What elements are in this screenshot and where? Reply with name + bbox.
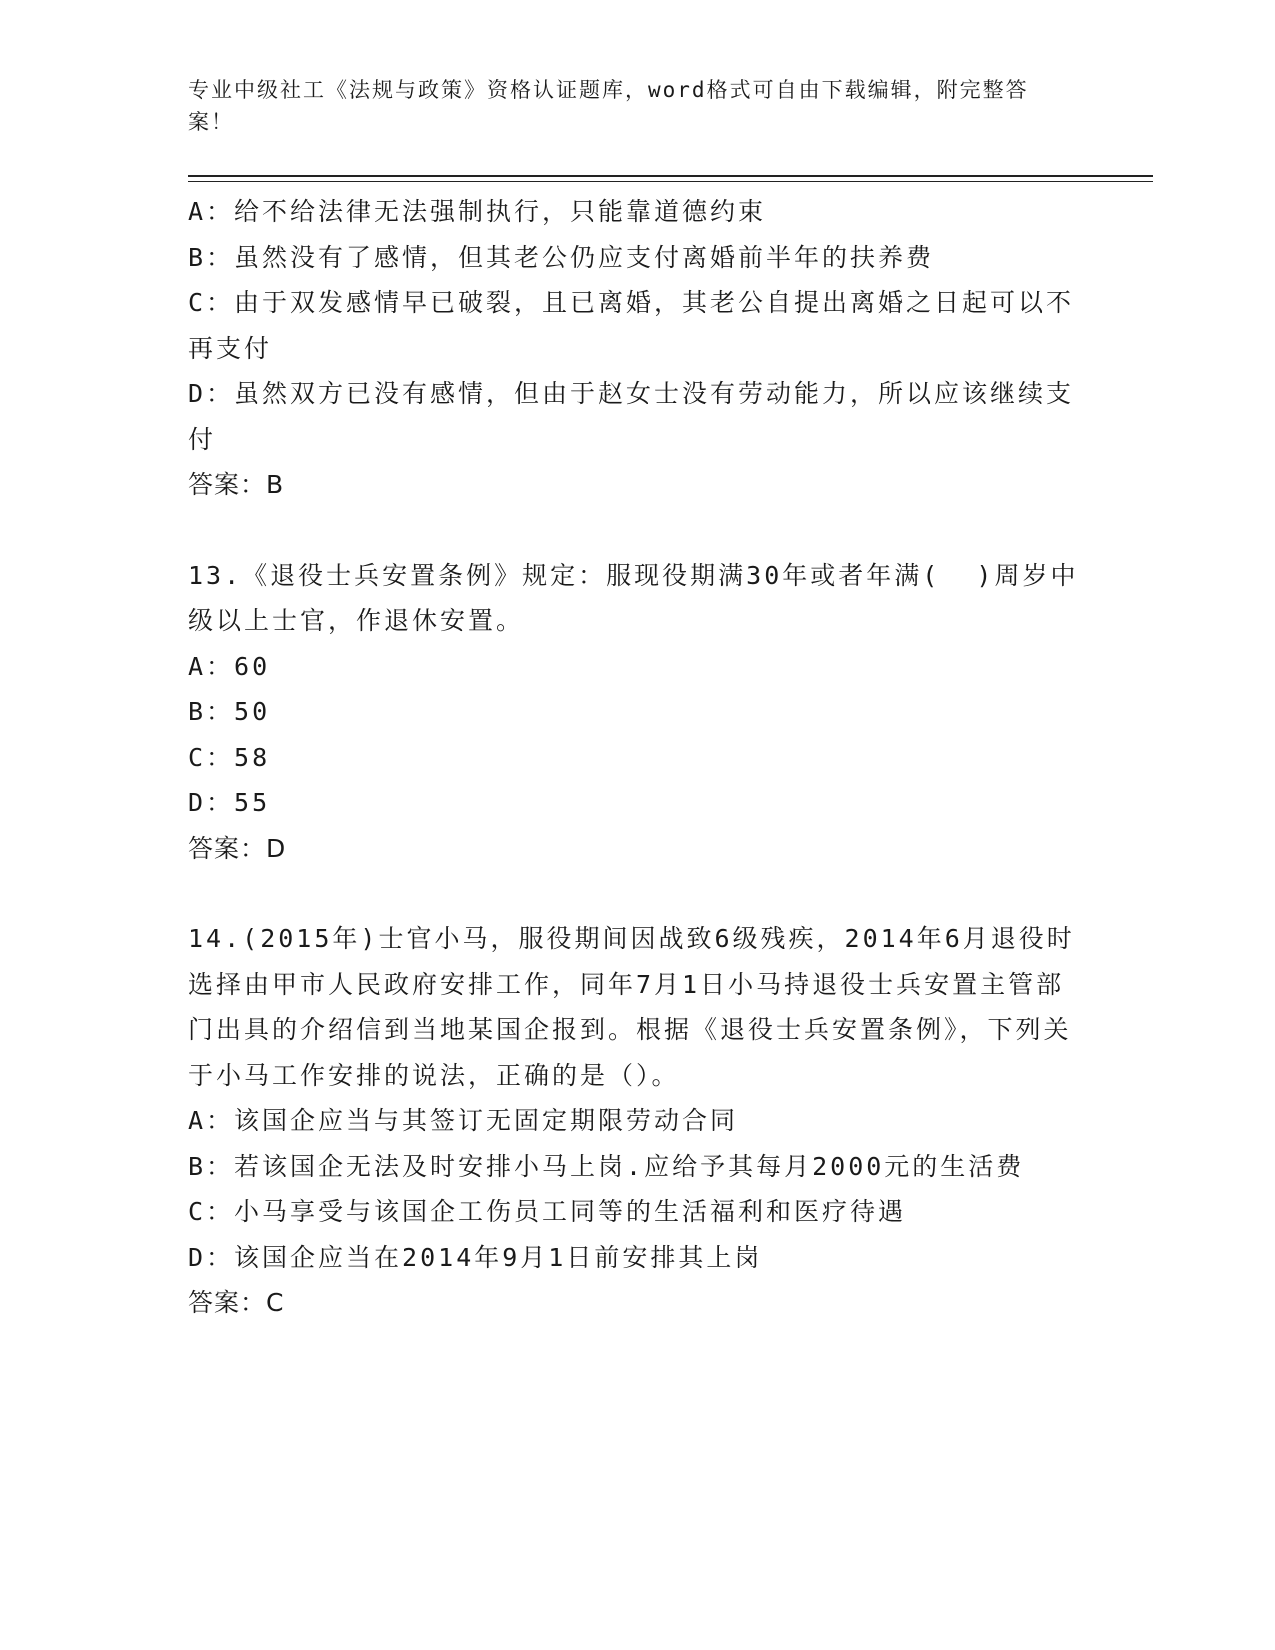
spacer bbox=[188, 508, 1088, 553]
option-c: C：58 bbox=[188, 742, 271, 772]
question-14 bbox=[188, 916, 1088, 1326]
question-stem: 13.《退役士兵安置条例》规定：服现役期满30年或者年满( )周岁中级以上士官，作退休安置。 bbox=[188, 560, 1079, 635]
spacer bbox=[188, 871, 1088, 916]
document-header: 专业中级社工《法规与政策》资格认证题库，word格式可自由下载编辑，附完整答案！ bbox=[188, 78, 1029, 134]
option-b: B：50 bbox=[188, 697, 271, 726]
option-b: B：虽然没有了感情，但其老公仍应支付离婚前半年的扶养费 bbox=[188, 242, 935, 272]
question-12 bbox=[188, 189, 1088, 508]
option-d: D：虽然双方已没有感情，但由于赵女士没有劳动能力，所以应该继续支付 bbox=[188, 379, 1075, 454]
option-a: A：该国企应当与其签订无固定期限劳动合同 bbox=[188, 1106, 739, 1135]
answer: 答案：B bbox=[188, 470, 285, 499]
option-d: D：该国企应当在2014年9月1日前安排其上岗 bbox=[188, 1242, 763, 1272]
answer: 答案：D bbox=[188, 833, 287, 863]
option-c: C：小马享受与该国企工伤员工同等的生活福利和医疗待遇 bbox=[188, 1197, 907, 1226]
answer: 答案：C bbox=[188, 1288, 285, 1317]
option-c: C：由于双发感情早已破裂，且已离婚，其老公自提出离婚之日起可以不再支付 bbox=[188, 288, 1075, 363]
option-d: D：55 bbox=[188, 788, 271, 817]
option-a: A：给不给法律无法强制执行，只能靠道德约束 bbox=[188, 197, 767, 226]
question-stem: 14.(2015年)士官小马，服役期间因战致6级残疾，2014年6月退役时选择由甲市人民政府安排工作，同年7月1日小马持退役士兵安置主管部门出具的介绍信到当地某国企报到。根据《退役士兵安置条例》，下列关于小马工作安排的说法，正确的是（）。 bbox=[188, 924, 1075, 1090]
header-divider-thin bbox=[188, 181, 1153, 182]
option-a: A：60 bbox=[188, 651, 271, 681]
question-13 bbox=[188, 553, 1088, 872]
question-content bbox=[188, 189, 1088, 1326]
header-divider-thick bbox=[188, 175, 1153, 177]
option-b: B：若该国企无法及时安排小马上岗.应给予其每月2000元的生活费 bbox=[188, 1151, 1025, 1181]
